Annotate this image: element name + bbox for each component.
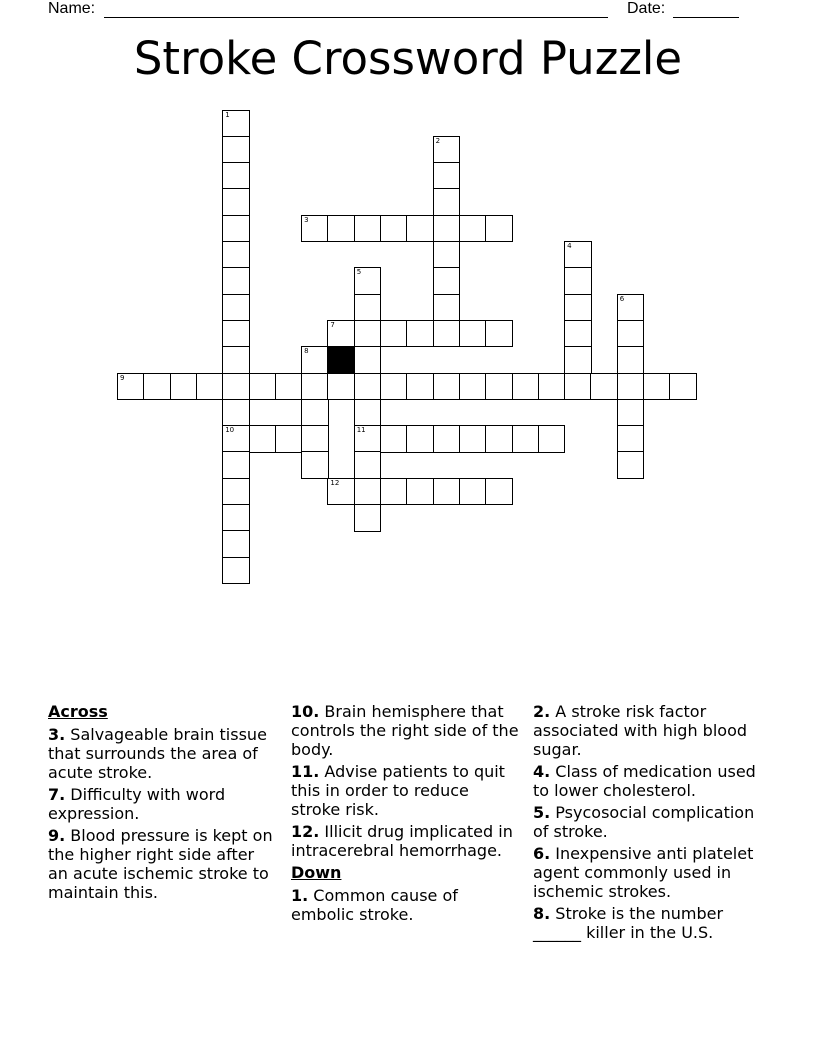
name-label: Name: [48,0,96,17]
clue-text: Stroke is the number ______ killer in the U.S. [533,904,724,942]
grid-cell[interactable] [301,215,329,243]
grid-cell[interactable] [354,373,382,401]
page-title: Stroke Crossword Puzzle [133,32,683,85]
clue-down-2 [533,702,773,759]
grid-cell[interactable] [538,373,566,401]
clue-number-label: 5. [533,803,551,822]
clue-number: 2 [435,136,441,145]
clue-number-label: 3. [48,725,66,744]
clue-text: Class of medication used to lower cholesterol. [533,762,756,800]
grid-cell[interactable] [222,425,250,453]
clue-column-2 [291,702,523,927]
grid-cell[interactable] [564,320,592,348]
grid-cell[interactable] [459,215,487,243]
grid-cell[interactable] [301,425,329,453]
grid-cell[interactable] [564,373,592,401]
clue-text: Blood pressure is kept on the higher right side after an acute ischemic stroke to maintain this. [48,826,273,902]
grid-cell[interactable] [222,162,250,190]
clue-number-label: 10. [291,702,320,721]
clue-column-1 [48,702,278,905]
grid-cell[interactable] [380,320,408,348]
grid-cell[interactable] [354,451,382,479]
grid-cell[interactable] [222,320,250,348]
grid-cell[interactable] [590,373,618,401]
grid-cell[interactable] [249,373,277,401]
grid-cell[interactable] [485,478,513,506]
grid-cell[interactable] [222,215,250,243]
grid-cell[interactable] [222,504,250,532]
clue-number-label: 1. [291,886,309,905]
clue-number: 3 [304,215,309,224]
clue-text: Advise patients to quit this in order to reduce stroke risk. [291,762,505,819]
black-cell [327,346,355,374]
grid-cell[interactable] [327,320,355,348]
clue-number-label: 11. [291,762,320,781]
grid-cell[interactable] [433,267,461,295]
grid-cell[interactable] [433,162,461,190]
grid-cell[interactable] [406,320,434,348]
clue-across-10 [291,702,523,759]
grid-cell[interactable] [380,373,408,401]
clue-down-6 [533,844,773,901]
grid-cell[interactable] [512,425,540,453]
clue-text: Psycosocial complication of stroke. [533,803,755,841]
grid-cell[interactable] [327,215,355,243]
grid-cell[interactable] [564,294,592,322]
grid-cell[interactable] [222,373,250,401]
grid-cell[interactable] [564,346,592,374]
grid-cell[interactable] [564,267,592,295]
clue-number: 7 [330,320,335,329]
date-label: Date: [627,0,666,17]
grid-cell[interactable] [433,188,461,216]
grid-cell[interactable] [222,399,250,427]
grid-cell[interactable] [354,267,382,295]
grid-cell[interactable] [459,373,487,401]
grid-cell[interactable] [459,425,487,453]
clue-text: Common cause of embolic stroke. [291,886,458,924]
clue-number-label: 12. [291,822,320,841]
grid-cell[interactable] [354,504,382,532]
grid-cell[interactable] [433,373,461,401]
clue-across-7 [48,785,278,823]
grid-cell[interactable] [485,425,513,453]
clue-down-4 [533,762,773,800]
clue-number: 9 [120,373,125,382]
grid-cell[interactable] [222,188,250,216]
grid-cell[interactable] [617,399,645,427]
clue-number: 8 [304,347,309,356]
clue-down-5 [533,803,773,841]
clue-number-label: 2. [533,702,551,721]
grid-cell[interactable] [617,373,645,401]
grid-cell[interactable] [327,373,355,401]
grid-cell[interactable] [222,451,250,479]
clue-number-label: 4. [533,762,551,781]
clue-number: 4 [567,242,572,250]
grid-cell[interactable] [617,294,645,322]
grid-cell[interactable] [643,373,671,401]
grid-cell[interactable] [249,425,277,453]
grid-cell[interactable] [433,425,461,453]
grid-cell[interactable] [222,478,250,506]
grid-cell[interactable] [617,425,645,453]
grid-cell[interactable] [275,425,303,453]
grid-cell[interactable] [354,346,382,374]
clue-number: 5 [356,268,362,277]
grid-cell[interactable] [354,320,382,348]
grid-cell[interactable] [354,215,382,243]
grid-cell[interactable] [354,425,382,453]
grid-cell[interactable] [301,346,329,374]
grid-cell[interactable] [669,373,697,401]
down-heading: Down [291,863,342,882]
clue-text: A stroke risk factor associated with high blood sugar. [533,702,748,759]
clue-across-12 [291,822,523,860]
clue-down-8 [533,904,773,942]
grid-cell[interactable] [433,241,461,269]
grid-cell[interactable] [538,425,566,453]
grid-cell[interactable] [380,425,408,453]
clue-number: 10 [225,426,235,435]
grid-cell[interactable] [433,136,461,164]
grid-cell[interactable] [485,320,513,348]
grid-cell[interactable] [459,478,487,506]
grid-cell[interactable] [406,373,434,401]
grid-cell[interactable] [222,241,250,269]
clue-number-label: 9. [48,826,66,845]
clue-text: Inexpensive anti platelet agent commonly used in ischemic strokes. [533,844,754,901]
clue-number: 11 [356,426,366,435]
grid-cell[interactable] [196,373,224,401]
clue-number: 6 [619,294,625,303]
grid-cell[interactable] [617,346,645,374]
grid-cell[interactable] [222,294,250,322]
grid-cell[interactable] [406,478,434,506]
grid-cell[interactable] [485,215,513,243]
grid-cell[interactable] [117,373,145,401]
grid-cell[interactable] [354,399,382,427]
grid-cell[interactable] [433,215,461,243]
grid-cell[interactable] [170,373,198,401]
grid-cell[interactable] [406,425,434,453]
clue-column-3 [533,702,773,945]
grid-cell[interactable] [301,373,329,401]
grid-cell[interactable] [301,451,329,479]
grid-cell[interactable] [222,136,250,164]
clue-number: 12 [330,478,340,487]
across-heading: Across [48,702,108,721]
grid-cell[interactable] [354,294,382,322]
clue-across-9 [48,826,278,902]
clue-text: Illicit drug implicated in intracerebral hemorrhage. [291,822,513,860]
clue-number-label: 6. [533,844,551,863]
grid-cell[interactable] [301,399,329,427]
grid-cell[interactable] [275,373,303,401]
clue-text: Salvageable brain tissue that surrounds the area of acute stroke. [48,725,267,782]
clue-text: Difficulty with word expression. [48,785,226,823]
grid-cell[interactable] [222,267,250,295]
clue-down-1 [291,886,523,924]
grid-cell[interactable] [222,110,250,138]
grid-cell[interactable] [143,373,171,401]
clue-across-11 [291,762,523,819]
grid-cell[interactable] [617,320,645,348]
grid-cell[interactable] [433,294,461,322]
clue-text: Brain hemisphere that controls the right side of the body. [291,702,519,759]
grid-cell[interactable] [459,320,487,348]
grid-cell[interactable] [354,478,382,506]
clue-number-label: 8. [533,904,551,923]
clue-number-label: 7. [48,785,66,804]
grid-cell[interactable] [222,530,250,558]
grid-cell[interactable] [433,320,461,348]
clue-number: 1 [225,110,230,119]
grid-cell[interactable] [485,373,513,401]
grid-cell[interactable] [617,451,645,479]
grid-cell[interactable] [222,557,250,585]
clue-across-3 [48,725,278,782]
grid-cell[interactable] [512,373,540,401]
grid-cell[interactable] [406,215,434,243]
grid-cell[interactable] [433,478,461,506]
grid-cell[interactable] [564,241,592,269]
grid-cell[interactable] [222,346,250,374]
grid-cell[interactable] [380,478,408,506]
grid-cell[interactable] [327,478,355,506]
grid-cell[interactable] [380,215,408,243]
